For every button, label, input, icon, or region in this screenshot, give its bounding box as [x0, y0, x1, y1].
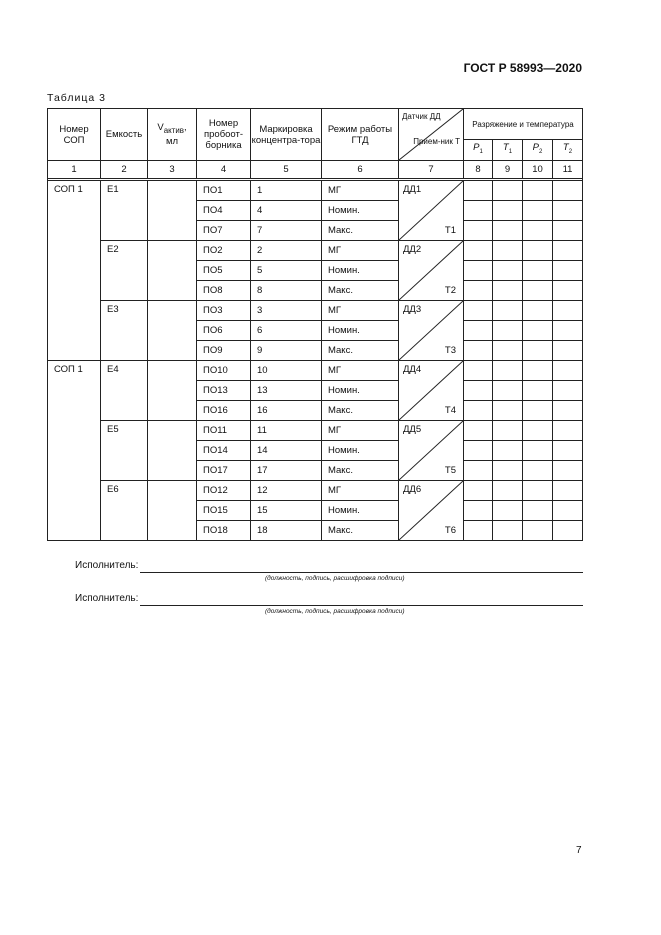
sensor-label: ДД5: [403, 424, 422, 435]
sensor-label: ДД6: [403, 484, 422, 495]
sensor-cell: [399, 421, 464, 481]
value-cell: [493, 521, 523, 541]
value-cell: [493, 281, 523, 301]
marking-cell: 16: [251, 401, 322, 421]
capacity-cell: Е6: [101, 481, 148, 541]
value-cell: [553, 421, 583, 441]
value-cell: [553, 521, 583, 541]
signature-line[interactable]: [140, 572, 583, 573]
value-cell: [464, 221, 493, 241]
mode-cell: МГ: [322, 181, 399, 201]
value-cell: [553, 281, 583, 301]
mode-cell: МГ: [322, 241, 399, 261]
value-cell: [553, 481, 583, 501]
mode-cell: Макс.: [322, 461, 399, 481]
header-sampler: Номер пробоот-борника: [197, 109, 251, 161]
volume-subscript: актив: [163, 125, 184, 135]
value-cell: [553, 441, 583, 461]
header-mode: Режим работы ГТД: [322, 109, 399, 161]
value-cell: [493, 381, 523, 401]
marking-cell: 9: [251, 341, 322, 361]
sampler-cell: ПО16: [197, 401, 251, 421]
table-row: [48, 361, 583, 381]
value-cell: [493, 361, 523, 381]
header-volume: $V_{актив}$, мл: [148, 109, 197, 161]
mode-cell: Макс.: [322, 401, 399, 421]
value-cell: [464, 301, 493, 321]
value-cell: [493, 201, 523, 221]
signature-note: (должность, подпись, расшифровка подписи): [265, 608, 405, 615]
col-num: 3: [148, 161, 197, 179]
capacity-cell: Е5: [101, 421, 148, 481]
value-cell: [553, 241, 583, 261]
col-num: 5: [251, 161, 322, 179]
value-cell: [493, 261, 523, 281]
sensor-label: ДД2: [403, 244, 422, 255]
value-cell: [464, 381, 493, 401]
signature-label: Исполнитель:: [75, 560, 139, 571]
sampler-cell: ПО18: [197, 521, 251, 541]
document-code: ГОСТ Р 58993—2020: [463, 61, 582, 75]
mode-cell: МГ: [322, 481, 399, 501]
receiver-label: Т6: [444, 525, 456, 536]
sampler-cell: ПО13: [197, 381, 251, 401]
sop-cell: СОП 1: [48, 361, 101, 541]
capacity-cell: Е4: [101, 361, 148, 421]
column-number-row: [48, 161, 583, 179]
mode-cell: Номин.: [322, 501, 399, 521]
value-cell: [464, 521, 493, 541]
value-cell: [523, 341, 553, 361]
value-cell: [523, 321, 553, 341]
value-cell: [493, 221, 523, 241]
marking-cell: 11: [251, 421, 322, 441]
table-title: Таблица 3: [47, 92, 106, 104]
mode-cell: МГ: [322, 421, 399, 441]
mode-cell: МГ: [322, 361, 399, 381]
signature-label: Исполнитель:: [75, 593, 139, 604]
value-cell: [523, 261, 553, 281]
header-sop: Номер СОП: [48, 109, 101, 161]
value-cell: [464, 501, 493, 521]
header-marking: Маркировка концентра-тора: [251, 109, 322, 161]
value-cell: [553, 301, 583, 321]
receiver-label: Т4: [444, 405, 456, 416]
value-cell: [523, 241, 553, 261]
value-cell: [523, 441, 553, 461]
marking-cell: 7: [251, 221, 322, 241]
sampler-cell: ПО4: [197, 201, 251, 221]
mode-cell: Номин.: [322, 201, 399, 221]
capacity-cell: Е3: [101, 301, 148, 361]
marking-cell: 3: [251, 301, 322, 321]
value-cell: [464, 401, 493, 421]
table-row: [48, 241, 583, 261]
marking-cell: 6: [251, 321, 322, 341]
value-cell: [523, 201, 553, 221]
header-capacity: Емкость: [101, 109, 148, 161]
marking-cell: 18: [251, 521, 322, 541]
value-cell: [464, 361, 493, 381]
value-cell: [464, 241, 493, 261]
value-cell: [523, 381, 553, 401]
header-sensor-dd: Датчик ДД: [402, 112, 441, 121]
volume-symbol: V: [157, 122, 164, 134]
volume-cell: [148, 241, 197, 301]
value-cell: [493, 181, 523, 201]
sensor-label: ДД3: [403, 304, 422, 315]
mode-cell: Номин.: [322, 321, 399, 341]
value-cell: [553, 321, 583, 341]
value-cell: [464, 201, 493, 221]
sop-cell: СОП 1: [48, 181, 101, 361]
sensor-cell: [399, 241, 464, 301]
value-cell: [493, 421, 523, 441]
sampler-cell: ПО11: [197, 421, 251, 441]
marking-cell: 8: [251, 281, 322, 301]
col-num: 7: [399, 161, 464, 179]
value-cell: [523, 521, 553, 541]
marking-cell: 4: [251, 201, 322, 221]
page-number: 7: [576, 845, 582, 856]
value-cell: [464, 481, 493, 501]
value-cell: [493, 341, 523, 361]
receiver-label: Т5: [444, 465, 456, 476]
table-row: [48, 181, 583, 201]
value-cell: [464, 261, 493, 281]
table-row: [48, 421, 583, 441]
capacity-cell: Е1: [101, 181, 148, 241]
signature-line[interactable]: [140, 605, 583, 606]
sampler-cell: ПО2: [197, 241, 251, 261]
value-cell: [523, 501, 553, 521]
value-cell: [493, 501, 523, 521]
value-cell: [493, 321, 523, 341]
mode-cell: Макс.: [322, 281, 399, 301]
marking-cell: 2: [251, 241, 322, 261]
sampler-cell: ПО14: [197, 441, 251, 461]
value-cell: [523, 461, 553, 481]
value-cell: [523, 401, 553, 421]
marking-cell: 14: [251, 441, 322, 461]
header-t1: $T_1$: [493, 140, 523, 161]
sensor-cell: [399, 481, 464, 541]
value-cell: [553, 381, 583, 401]
volume-cell: [148, 481, 197, 541]
mode-cell: МГ: [322, 301, 399, 321]
marking-cell: 10: [251, 361, 322, 381]
value-cell: [553, 221, 583, 241]
value-cell: [523, 421, 553, 441]
value-cell: [553, 181, 583, 201]
value-cell: [493, 461, 523, 481]
value-cell: [464, 321, 493, 341]
sampler-cell: ПО10: [197, 361, 251, 381]
value-cell: [523, 281, 553, 301]
value-cell: [553, 461, 583, 481]
value-cell: [464, 421, 493, 441]
value-cell: [464, 341, 493, 361]
volume-cell: [148, 421, 197, 481]
value-cell: [464, 281, 493, 301]
col-num: 10: [523, 161, 553, 179]
volume-cell: [148, 361, 197, 421]
sampler-cell: ПО3: [197, 301, 251, 321]
sampler-cell: ПО8: [197, 281, 251, 301]
sensor-cell: [399, 361, 464, 421]
sampler-cell: ПО1: [197, 181, 251, 201]
sensor-cell: [399, 181, 464, 241]
col-num: 8: [464, 161, 493, 179]
col-num: 2: [101, 161, 148, 179]
value-cell: [553, 341, 583, 361]
marking-cell: 1: [251, 181, 322, 201]
value-cell: [493, 441, 523, 461]
receiver-label: Т1: [444, 225, 456, 236]
value-cell: [493, 481, 523, 501]
value-cell: [464, 181, 493, 201]
sampler-cell: ПО17: [197, 461, 251, 481]
header-sensor-receiver: Прием-ник Т: [413, 137, 460, 146]
value-cell: [523, 481, 553, 501]
sensor-label: ДД4: [403, 364, 422, 375]
sensor-cell: [399, 301, 464, 361]
receiver-label: Т2: [444, 285, 456, 296]
marking-cell: 12: [251, 481, 322, 501]
sampler-cell: ПО15: [197, 501, 251, 521]
value-cell: [464, 461, 493, 481]
col-num: 11: [553, 161, 583, 179]
marking-cell: 13: [251, 381, 322, 401]
signature-block: [75, 560, 405, 582]
value-cell: [493, 401, 523, 421]
sampler-cell: ПО7: [197, 221, 251, 241]
header-p2: $P_2$: [523, 140, 553, 161]
value-cell: [493, 241, 523, 261]
sampler-cell: ПО5: [197, 261, 251, 281]
header-t2: $T_2$: [553, 140, 583, 161]
marking-cell: 17: [251, 461, 322, 481]
value-cell: [464, 441, 493, 461]
value-cell: [553, 261, 583, 281]
value-cell: [523, 221, 553, 241]
volume-unit: мл: [165, 135, 179, 147]
sampler-cell: ПО6: [197, 321, 251, 341]
receiver-label: Т3: [444, 345, 456, 356]
mode-cell: Номин.: [322, 261, 399, 281]
table-row: [48, 481, 583, 501]
mode-cell: Номин.: [322, 381, 399, 401]
col-num: 6: [322, 161, 399, 179]
col-num: 1: [48, 161, 101, 179]
mode-cell: Номин.: [322, 441, 399, 461]
data-table: [47, 108, 583, 541]
signature-note: (должность, подпись, расшифровка подписи): [265, 575, 405, 582]
header-sensor: [399, 109, 464, 161]
value-cell: [523, 361, 553, 381]
sampler-cell: ПО12: [197, 481, 251, 501]
value-cell: [553, 501, 583, 521]
value-cell: [553, 401, 583, 421]
marking-cell: 5: [251, 261, 322, 281]
signature-block: [75, 593, 405, 615]
col-num: 4: [197, 161, 251, 179]
table-row: [48, 301, 583, 321]
value-cell: [493, 301, 523, 321]
header-vac-temp: Разряжение и температура: [464, 109, 583, 140]
value-cell: [523, 301, 553, 321]
mode-cell: Макс.: [322, 341, 399, 361]
sensor-label: ДД1: [403, 184, 422, 195]
header-p1: $P_1$: [464, 140, 493, 161]
volume-cell: [148, 181, 197, 241]
value-cell: [523, 181, 553, 201]
col-num: 9: [493, 161, 523, 179]
value-cell: [553, 361, 583, 381]
sampler-cell: ПО9: [197, 341, 251, 361]
mode-cell: Макс.: [322, 521, 399, 541]
marking-cell: 15: [251, 501, 322, 521]
capacity-cell: Е2: [101, 241, 148, 301]
volume-cell: [148, 301, 197, 361]
value-cell: [553, 201, 583, 221]
mode-cell: Макс.: [322, 221, 399, 241]
